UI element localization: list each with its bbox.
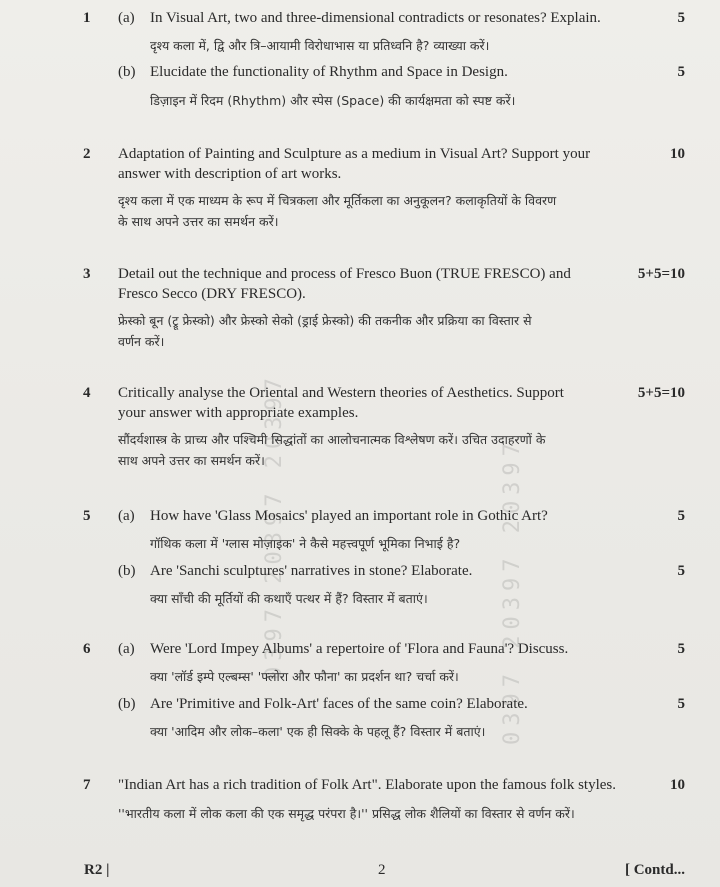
question-text-en: Are 'Primitive and Folk-Art' faces of the same coin? Elaborate.	[150, 696, 528, 712]
question-text-hi: क्या 'आदिम और लोक–कला' एक ही सिक्के के पहलू हैं? विस्तार में बताएं।	[150, 724, 486, 739]
marks: 10	[670, 146, 685, 162]
question-text-en: Elucidate the functionality of Rhythm and Space in Design.	[150, 64, 508, 80]
question-text-en: Detail out the technique and process of Fresco Buon (TRUE FRESCO) and	[118, 266, 571, 282]
question-text-en: answer with description of art works.	[118, 166, 342, 182]
part-label: (b)	[118, 64, 136, 80]
question-text-hi: के साथ अपने उत्तर का समर्थन करें।	[118, 214, 279, 229]
marks: 5	[677, 696, 685, 712]
marks: 5+5=10	[637, 385, 685, 401]
marks: 10	[670, 777, 685, 793]
question-text-en: Critically analyse the Oriental and Western theories of Aesthetics. Support	[118, 385, 564, 401]
question-text-en: In Visual Art, two and three-dimensional contradicts or resonates? Explain.	[150, 10, 601, 26]
part-label: (a)	[118, 641, 135, 657]
part-label: (b)	[118, 696, 136, 712]
part-label: (a)	[118, 10, 135, 26]
question-text-en: Fresco Secco (DRY FRESCO).	[118, 286, 306, 302]
watermark: 0397 20397 20397	[262, 372, 287, 680]
paper-code: R2 |	[84, 862, 110, 878]
question-text-hi: दृश्य कला में एक माध्यम के रूप में चित्रकला और मूर्तिकला का अनुकूलन? कलाकृतियों के विवरण	[118, 193, 557, 208]
question-text-hi: वर्णन करें।	[118, 334, 165, 349]
question-text-en: How have 'Glass Mosaics' played an important role in Gothic Art?	[150, 508, 548, 524]
marks: 5	[677, 641, 685, 657]
question-text-hi: ''भारतीय कला में लोक कला की एक समृद्ध परंपरा है।'' प्रसिद्ध लोक शैलियों का विस्तार से वर्णन करें।	[118, 806, 575, 821]
question-text-en: Adaptation of Painting and Sculpture as a medium in Visual Art? Support your	[118, 146, 591, 162]
continued-label: [ Contd...	[624, 862, 685, 878]
part-label: (a)	[118, 508, 135, 524]
page-number: 2	[378, 862, 386, 878]
question-text-hi: दृश्य कला में, द्वि और त्रि–आयामी विरोधाभास या प्रतिध्वनि है? व्याख्या करें।	[150, 38, 490, 53]
watermark: 0397 20397 20397	[500, 437, 525, 745]
question-number: 2	[83, 146, 91, 162]
question-text-en: Were 'Lord Impey Albums' a repertoire of 'Flora and Fauna'? Discuss.	[150, 641, 569, 657]
question-text-hi: सौंदर्यशास्त्र के प्राच्य और पश्चिमी सिद्धांतों का आलोचनात्मक विश्लेषण करें। उचित उदाहरणों के	[118, 432, 546, 447]
question-text-hi: क्या साँची की मूर्तियों की कथाएँ पत्थर में हैं? विस्तार में बताएं।	[150, 591, 428, 606]
question-number: 7	[83, 777, 91, 793]
question-number: 5	[83, 508, 91, 524]
question-text-en: "Indian Art has a rich tradition of Folk Art". Elaborate upon the famous folk styles.	[118, 777, 616, 793]
question-number: 3	[83, 266, 91, 282]
marks: 5	[677, 563, 685, 579]
marks: 5	[677, 64, 685, 80]
marks: 5+5=10	[637, 266, 685, 282]
marks: 5	[677, 10, 685, 26]
question-text-en: Are 'Sanchi sculptures' narratives in stone? Elaborate.	[150, 563, 473, 579]
question-text-hi: फ्रेस्को बून (ट्रू फ्रेस्को) और फ्रेस्को सेको (ड्राई फ्रेस्को) की तकनीक और प्रक्रिया का विस्तार से	[118, 313, 532, 328]
question-text-hi: क्या 'लॉर्ड इम्पे एल्बम्स' 'फ्लोरा और फौना' का प्रदर्शन था? चर्चा करें।	[150, 669, 459, 684]
question-number: 6	[83, 641, 91, 657]
question-number: 1	[83, 10, 91, 26]
question-text-hi: डिज़ाइन में रिदम (Rhythm) और स्पेस (Space) की कार्यक्षमता को स्पष्ट करें।	[150, 93, 516, 108]
question-text-en: your answer with appropriate examples.	[118, 405, 359, 421]
question-number: 4	[83, 385, 91, 401]
question-text-hi: साथ अपने उत्तर का समर्थन करें।	[118, 453, 265, 468]
marks: 5	[677, 508, 685, 524]
part-label: (b)	[118, 563, 136, 579]
question-text-hi: गॉथिक कला में 'ग्लास मोज़ाइक' ने कैसे महत्त्वपूर्ण भूमिका निभाई है?	[150, 536, 461, 551]
